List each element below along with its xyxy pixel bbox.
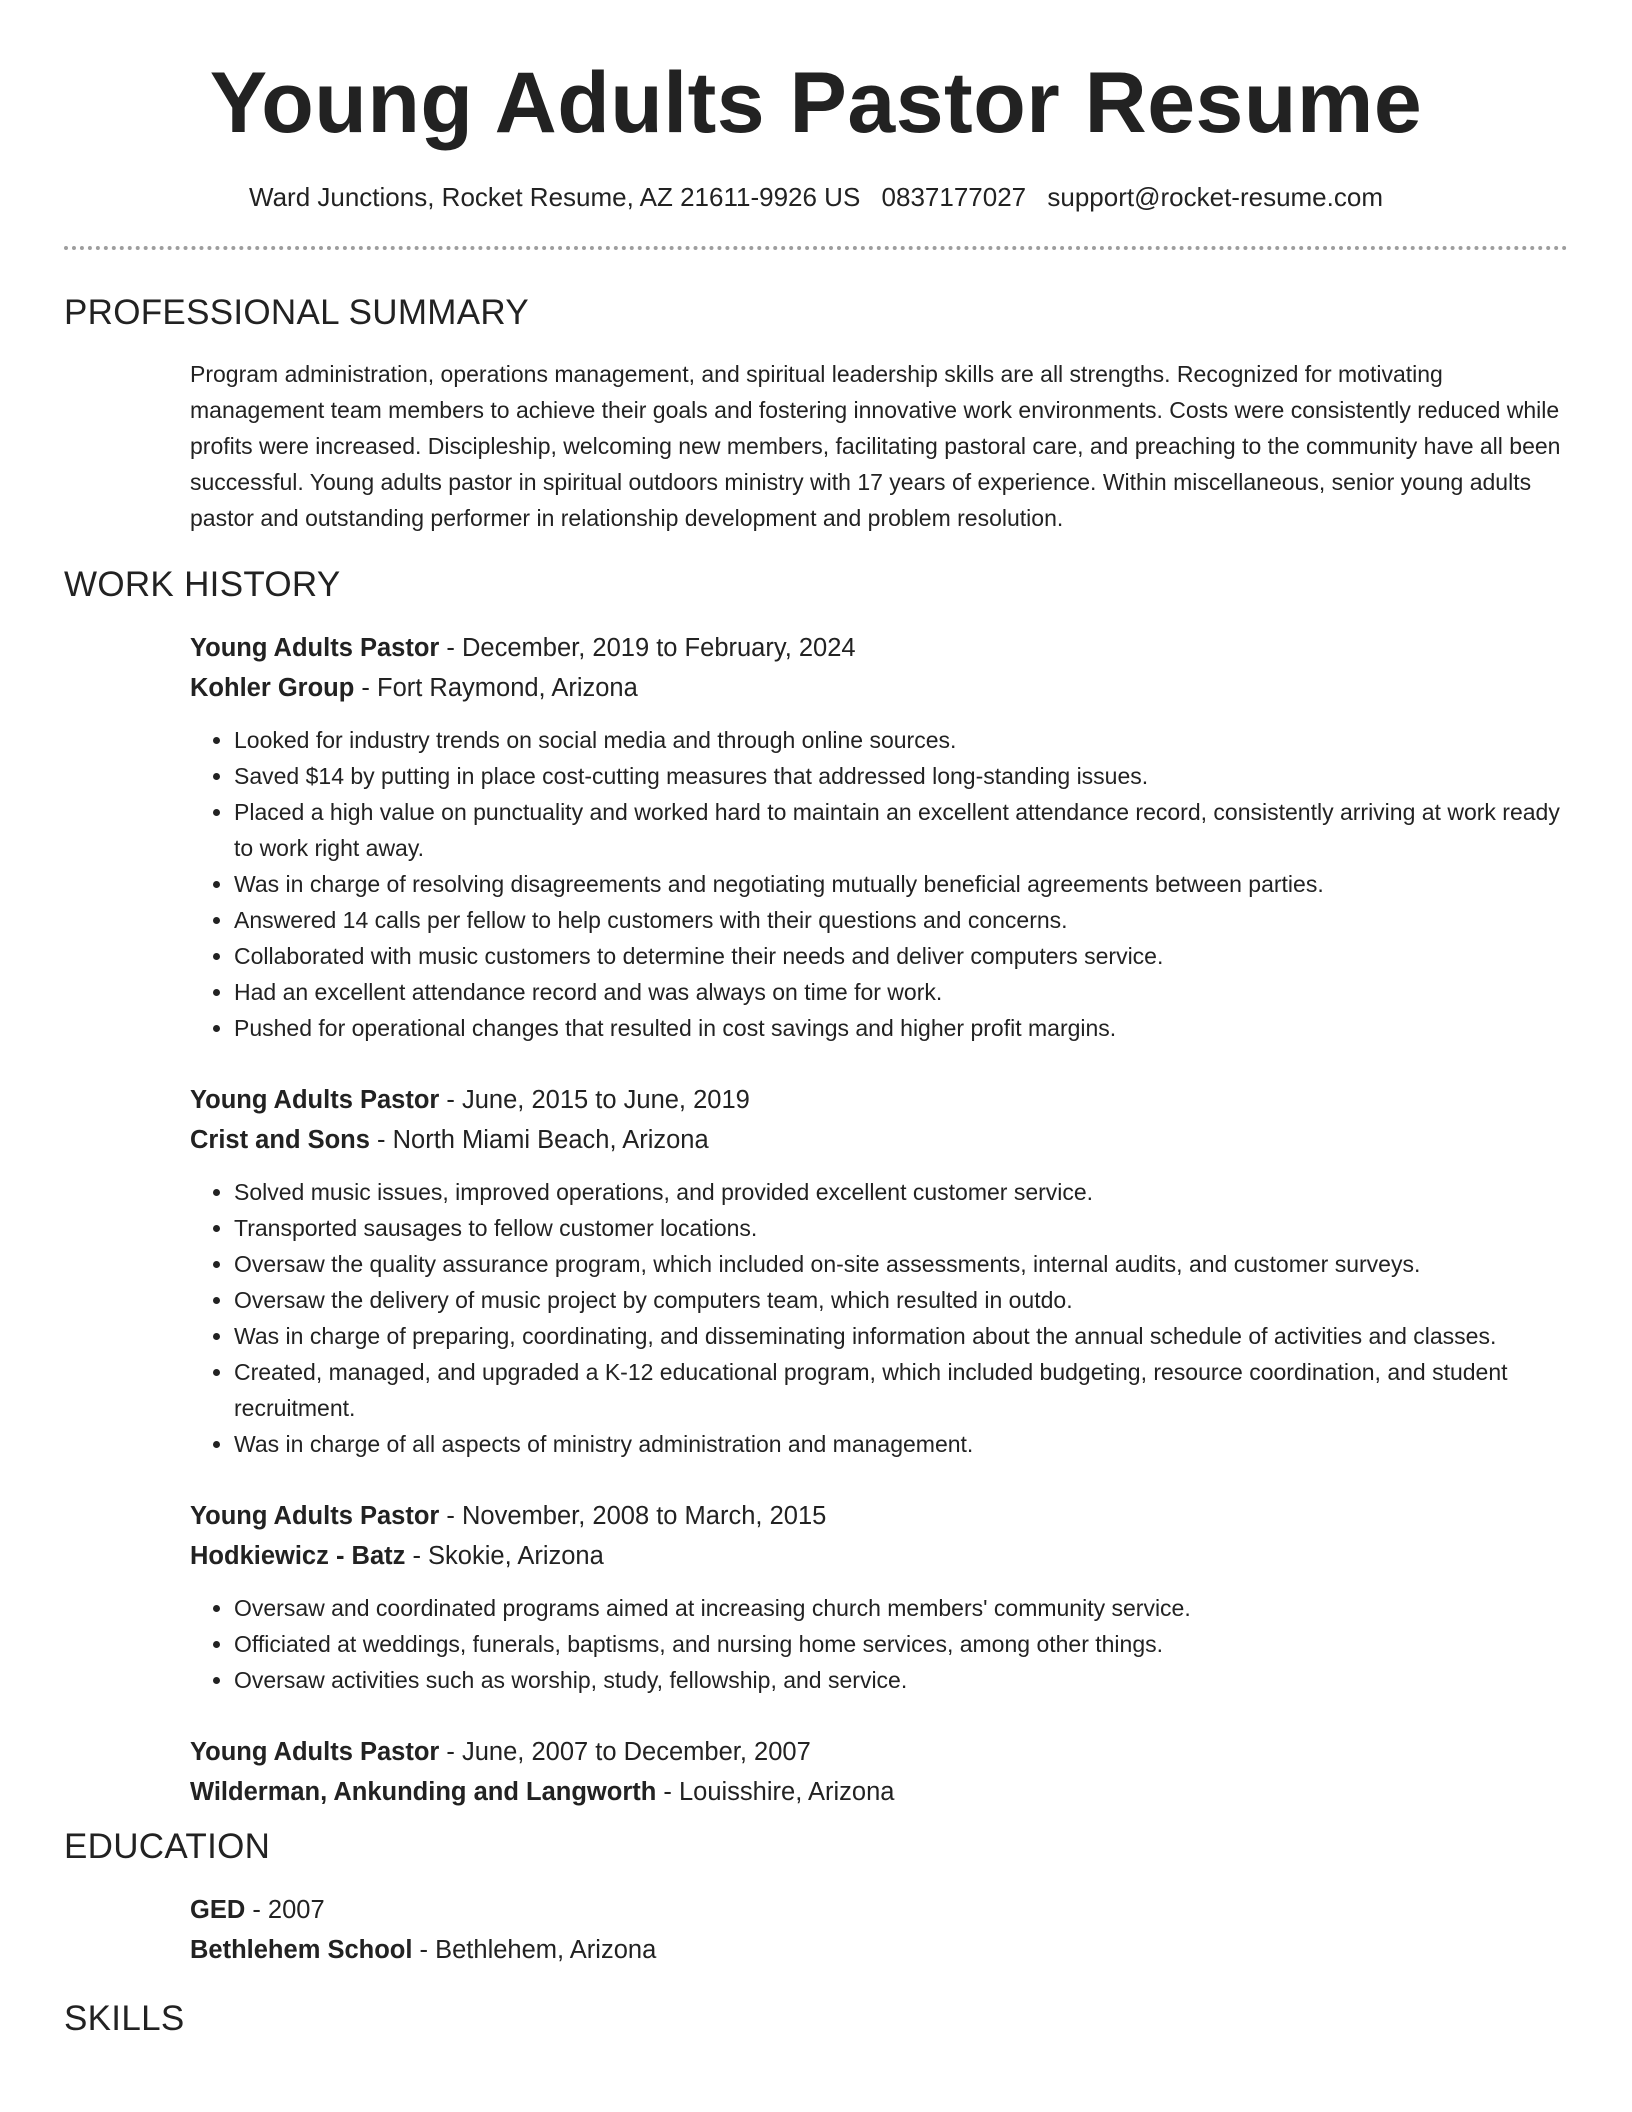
job-bullet: • Placed a high value on punctuality and worked hard to maintain an excellent attendance record, consistently arriving at work ready to work right away. (234, 794, 1568, 866)
job-bullet: • Collaborated with music customers to determine their needs and deliver computers service. (234, 938, 1568, 974)
job-location: - Skokie, Arizona (405, 1542, 604, 1571)
job-entry (190, 628, 1568, 1046)
job-company-line (190, 1536, 1568, 1576)
education-year: - 2007 (245, 1896, 325, 1925)
job-dates: - June, 2007 to December, 2007 (439, 1738, 811, 1767)
job-bullet: • Oversaw activities such as worship, study, fellowship, and service. (234, 1662, 1568, 1698)
education-location: - Bethlehem, Arizona (412, 1936, 657, 1965)
resume-header (64, 56, 1568, 250)
resume-title: Young Adults Pastor Resume (209, 55, 1423, 151)
job-bullets (190, 1174, 1568, 1462)
job-bullet: • Answered 14 calls per fellow to help customers with their questions and concerns. (234, 902, 1568, 938)
job-company: Hodkiewicz - Batz (190, 1542, 406, 1571)
job-role: Young Adults Pastor (190, 1086, 440, 1115)
job-location: - North Miami Beach, Arizona (369, 1126, 709, 1155)
job-bullet: • Oversaw and coordinated programs aimed at increasing church members' community service. (234, 1590, 1568, 1626)
job-bullet: • Saved $14 by putting in place cost-cutting measures that addressed long-standing issues. (234, 758, 1568, 794)
section-title-summary: PROFESSIONAL SUMMARY (64, 293, 529, 333)
job-entry (190, 1080, 1568, 1462)
work-history-body (190, 628, 1568, 1812)
professional-summary-section (64, 292, 1568, 536)
job-role-line (190, 1080, 1568, 1120)
job-location: - Louisshire, Arizona (656, 1778, 895, 1807)
job-bullets (190, 722, 1568, 1046)
contact-address: Ward Junctions, Rocket Resume, AZ 21611-9926 US (249, 181, 861, 212)
job-bullet: • Solved music issues, improved operations, and provided excellent customer service. (234, 1174, 1568, 1210)
education-school-line (190, 1930, 1568, 1970)
job-entry (190, 1732, 1568, 1812)
contact-phone: 0837177027 (881, 181, 1027, 212)
section-title-education: EDUCATION (64, 1827, 271, 1867)
summary-text: Program administration, operations management, and spiritual leadership skills are all strengths. Recognized for motivating management team members to achieve their goals and fostering innovative work environments. Costs were consistently reduced while profits were increased. Discipleship, welcoming new members, facilitating pastoral care, and preaching to the community have all been successful. Young adults pastor in spiritual outdoors ministry with 17 years of experience. Within miscellaneous, senior young adults pastor and outstanding performer in relationship development and problem resolution. (190, 361, 1561, 532)
job-dates: - December, 2019 to February, 2024 (439, 634, 856, 663)
job-bullet: • Transported sausages to fellow customer locations. (234, 1210, 1568, 1246)
job-role-line (190, 1732, 1568, 1772)
job-location: - Fort Raymond, Arizona (354, 674, 638, 703)
education-degree: GED (190, 1896, 246, 1925)
summary-body (190, 356, 1568, 536)
job-company-line (190, 668, 1568, 708)
section-title-work-history: WORK HISTORY (64, 565, 341, 605)
job-bullet: • Officiated at weddings, funerals, baptisms, and nursing home services, among other things. (234, 1626, 1568, 1662)
job-bullet: • Pushed for operational changes that resulted in cost savings and higher profit margins. (234, 1010, 1568, 1046)
job-dates: - June, 2015 to June, 2019 (439, 1086, 750, 1115)
job-bullet: • Oversaw the quality assurance program, which included on-site assessments, internal audits, and customer surveys. (234, 1246, 1568, 1282)
education-degree-line (190, 1890, 1568, 1930)
job-role-line (190, 1496, 1568, 1536)
job-bullets (190, 1590, 1568, 1698)
job-company-line (190, 1120, 1568, 1160)
contact-email: support@rocket-resume.com (1047, 181, 1383, 212)
contact-line (64, 181, 1568, 215)
education-section (64, 1826, 1568, 1970)
job-role-line (190, 628, 1568, 668)
job-role: Young Adults Pastor (190, 1502, 440, 1531)
job-company: Crist and Sons (190, 1126, 370, 1155)
job-bullet: • Was in charge of resolving disagreements and negotiating mutually beneficial agreements between parties. (234, 866, 1568, 902)
job-bullet: • Was in charge of preparing, coordinating, and disseminating information about the annual schedule of activities and classes. (234, 1318, 1568, 1354)
job-bullet: • Oversaw the delivery of music project by computers team, which resulted in outdo. (234, 1282, 1568, 1318)
job-bullet: • Looked for industry trends on social media and through online sources. (234, 722, 1568, 758)
job-company-line (190, 1772, 1568, 1812)
job-role: Young Adults Pastor (190, 634, 440, 663)
job-bullet: • Was in charge of all aspects of ministry administration and management. (234, 1426, 1568, 1462)
education-school: Bethlehem School (190, 1936, 413, 1965)
job-bullet: • Had an excellent attendance record and was always on time for work. (234, 974, 1568, 1010)
education-body (190, 1890, 1568, 1970)
job-dates: - November, 2008 to March, 2015 (439, 1502, 827, 1531)
job-bullet: • Created, managed, and upgraded a K-12 educational program, which included budgeting, resource coordination, and student recruitment. (234, 1354, 1568, 1426)
job-company: Wilderman, Ankunding and Langworth (190, 1778, 657, 1807)
skills-section (64, 1998, 1568, 2040)
job-entry (190, 1496, 1568, 1698)
job-role: Young Adults Pastor (190, 1738, 440, 1767)
header-divider (64, 246, 1568, 250)
work-history-section (64, 564, 1568, 1812)
job-company: Kohler Group (190, 674, 355, 703)
section-title-skills: SKILLS (64, 1999, 185, 2039)
